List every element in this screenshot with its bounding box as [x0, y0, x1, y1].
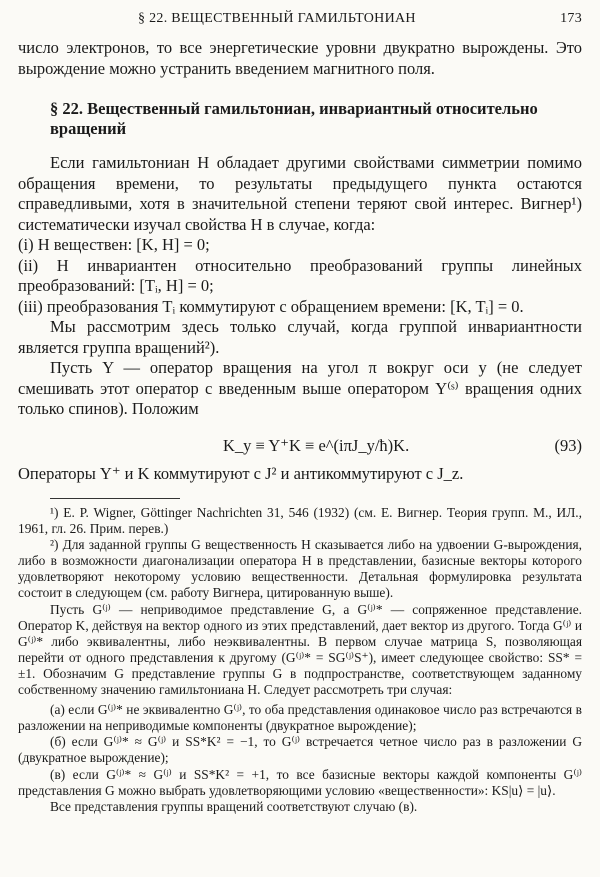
footnote-1: ¹) E. P. Wigner, Göttinger Nachrichten 31, 546 (1932) (см. Е. Вигнер. Теория групп. М., ИЛ., 1961, гл. 26. Прим. перев.) — [18, 505, 582, 537]
section-title: § 22. Вещественный гамильтониан, инвариантный относительно вращений — [50, 99, 538, 138]
running-title: § 22. ВЕЩЕСТВЕННЫЙ ГАМИЛЬТОНИАН — [138, 11, 416, 26]
running-header — [18, 8, 582, 30]
paragraph-operator-y: Пусть Y — оператор вращения на угол π вокруг оси y (не следует смешивать этот оператор с введенным выше оператором Y⁽ˢ⁾ вращения одних только спинов). Положим — [18, 358, 582, 418]
equation-93 — [18, 430, 582, 460]
condition-i: (i) H веществен: [K, H] = 0; — [18, 235, 210, 254]
footnote-2-detail: Пусть G⁽ʲ⁾ — неприводимое представление G, а G⁽ʲ⁾* — сопряженное представление. Оператор K, действуя на вектор одного из этих представлений, дает вектор из другого. Тогда G⁽ʲ⁾ и G⁽ʲ⁾* либо эквивалентны, либо неэквивалентны. В первом случае матрица S, позволяющая перейти от одного представления к другому (G⁽ʲ⁾* = SG⁽ʲ⁾S⁺), имеет следующее свойство: SS* = ±1. Обозначим G представление группы G в подпространстве, соответствующем заданному собственному значению гамильтониана H. Следует рассмотреть три случая: — [18, 601, 582, 698]
footnote-case-b: (б) если G⁽ʲ⁾* ≈ G⁽ʲ⁾ и SS*K² = −1, то G⁽ʲ⁾ встречается четное число раз в разложении G (двукратное вырождение); — [18, 734, 582, 766]
paragraph-continuation: число электронов, то все энергетические уровни двукратно вырождены. Это вырождение можно устранить введением магнитного поля. — [18, 38, 582, 78]
condition-iii: (iii) преобразования Tᵢ коммутируют с обращением времени: [K, Tᵢ] = 0. — [18, 296, 524, 316]
footnotes — [18, 505, 582, 815]
page-number: 173 — [560, 11, 582, 26]
paragraph-rotation-group: Мы рассмотрим здесь только случай, когда группой инвариантности является группа вращений²). — [18, 317, 582, 357]
paragraph-intro: Если гамильтониан H обладает другими свойствами симметрии помимо обращения времени, то результаты предыдущего пункта остаются справедливыми, хотя в значительной степени теряют свой интерес. Вигнер¹) систематически изучал свойства H в случае, когда: — [18, 153, 582, 234]
paragraph-commutation: Операторы Y⁺ и K коммутируют с J² и антикоммутируют с J_z. — [18, 463, 464, 483]
footnote-case-a: (а) если G⁽ʲ⁾* не эквивалентно G⁽ʲ⁾, то оба представления одинаковое число раз встречаются в разложении на неприводимые компоненты (двукратное вырождение); — [18, 702, 582, 734]
equation-body: K_y ≡ Y⁺K ≡ e^(iπJ_y/ħ)K. — [223, 435, 410, 455]
footnote-closing: Все представления группы вращений соответствуют случаю (в). — [50, 798, 418, 814]
footnote-case-c: (в) если G⁽ʲ⁾* ≈ G⁽ʲ⁾ и SS*K² = +1, то все базисные векторы каждой компоненты G⁽ʲ⁾ представления G можно выбрать удовлетворяющими условию «вещественности»: KS|u⟩ = |u⟩. — [18, 766, 582, 798]
footnote-2: ²) Для заданной группы G вещественность H сказывается либо на удвоении G-вырождения, либо в возможности диагонализации оператора H в представлении, базисные векторы которого удовлетворяют некоторому условию вещественности. Детальная формулировка результата состоит в следующем (см. работу Вигнера, цитированную выше). — [18, 537, 582, 601]
equation-number: (93) — [554, 435, 582, 455]
condition-ii: (ii) H инвариантен относительно преобразований группы линейных преобразований: [Tᵢ, H] = 0; — [18, 255, 582, 295]
page-body — [18, 38, 582, 815]
footnote-rule — [50, 498, 180, 499]
